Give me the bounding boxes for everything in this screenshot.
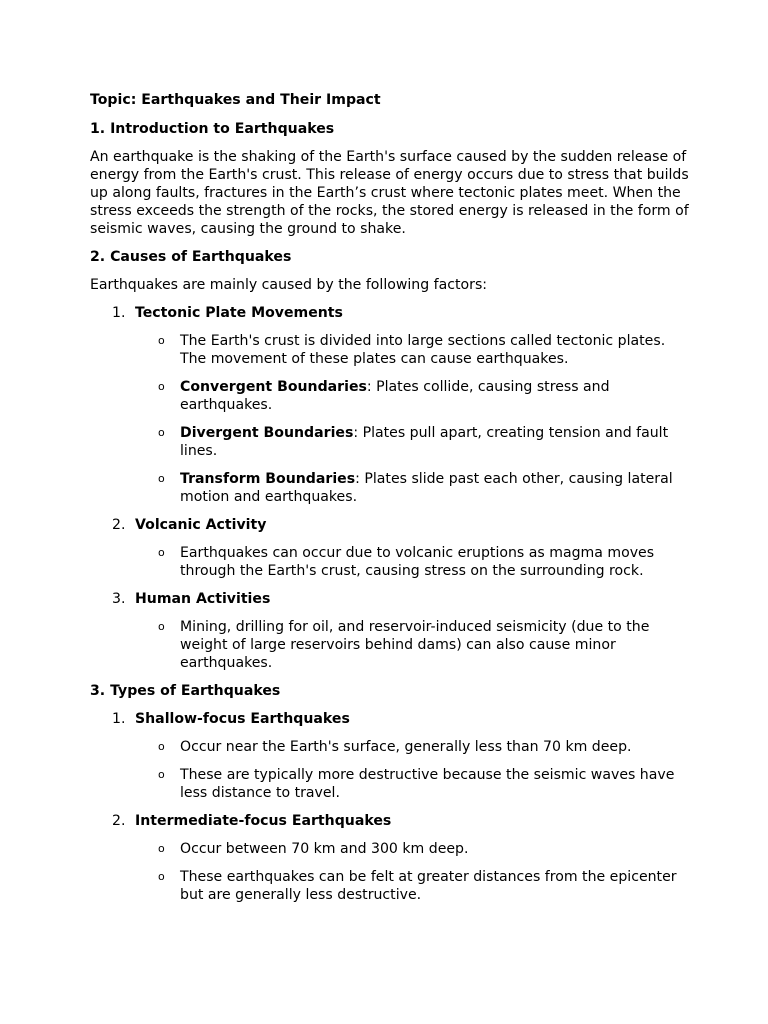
bullet-term: Transform Boundaries xyxy=(180,471,356,487)
list-item-title: Volcanic Activity xyxy=(135,517,267,533)
type-item-shallow xyxy=(90,710,690,728)
list-item-title: Shallow-focus Earthquakes xyxy=(135,711,350,727)
bullet-text: These are typically more destructive because the seismic waves have less distance to travel. xyxy=(180,767,675,801)
bullet-item xyxy=(90,470,690,506)
bullet-term: Convergent Boundaries xyxy=(180,379,367,395)
bullet-text: Earthquakes can occur due to volcanic eruptions as magma moves through the Earth's crust, causing stress on the surrounding rock. xyxy=(180,545,655,579)
causes-intro: Earthquakes are mainly caused by the following factors: xyxy=(90,277,488,293)
document-content xyxy=(90,91,690,914)
bullet-item xyxy=(90,766,690,802)
list-item-title: Intermediate-focus Earthquakes xyxy=(135,813,392,829)
list-number: 2. xyxy=(112,517,126,533)
list-number: 3. xyxy=(112,591,126,607)
bullet-text: Occur between 70 km and 300 km deep. xyxy=(180,841,469,857)
bullet-item xyxy=(90,738,690,756)
bullet-marker: o xyxy=(158,768,165,781)
bullet-text: : Plates slide past each other, causing lateral motion and earthquakes. xyxy=(180,471,673,505)
bullet-item xyxy=(90,544,690,580)
document-title: Topic: Earthquakes and Their Impact xyxy=(90,92,381,108)
list-item-title: Tectonic Plate Movements xyxy=(135,305,343,321)
bullet-item xyxy=(90,840,690,858)
bullet-term: Divergent Boundaries xyxy=(180,425,354,441)
bullet-text: The Earth's crust is divided into large sections called tectonic plates. The movement of these plates can cause earthquakes. xyxy=(180,333,666,367)
cause-item-human xyxy=(90,590,690,608)
cause-item-tectonic xyxy=(90,304,690,322)
bullet-marker: o xyxy=(158,842,165,855)
type-item-intermediate xyxy=(90,812,690,830)
bullet-marker: o xyxy=(158,740,165,753)
list-number: 1. xyxy=(112,711,126,727)
bullet-text: : Plates pull apart, creating tension and fault lines. xyxy=(180,425,669,459)
bullet-marker: o xyxy=(158,380,165,393)
bullet-item xyxy=(90,868,690,904)
list-number: 1. xyxy=(112,305,126,321)
cause-item-volcanic xyxy=(90,516,690,534)
introduction-paragraph: An earthquake is the shaking of the Earth's surface caused by the sudden release of energy from the Earth's crust. This release of energy occurs due to stress that builds up along faults, fractures in the Earth’s crust where tectonic plates meet. When the stress exceeds the strength of the rocks, the stored energy is released in the form of seismic waves, causing the ground to shake. xyxy=(90,149,689,237)
bullet-text: Occur near the Earth's surface, generally less than 70 km deep. xyxy=(180,739,632,755)
bullet-text: Mining, drilling for oil, and reservoir-induced seismicity (due to the weight of large reservoirs behind dams) can also cause minor earthquakes. xyxy=(180,619,650,671)
bullet-item xyxy=(90,618,690,672)
bullet-text: These earthquakes can be felt at greater distances from the epicenter but are generally less destructive. xyxy=(180,869,677,903)
list-item-title: Human Activities xyxy=(135,591,271,607)
section-heading-introduction: 1. Introduction to Earthquakes xyxy=(90,121,335,137)
bullet-text: : Plates collide, causing stress and earthquakes. xyxy=(180,379,610,413)
bullet-marker: o xyxy=(158,870,165,883)
section-heading-types: 3. Types of Earthquakes xyxy=(90,683,281,699)
bullet-marker: o xyxy=(158,472,165,485)
bullet-item xyxy=(90,332,690,368)
bullet-marker: o xyxy=(158,546,165,559)
bullet-marker: o xyxy=(158,426,165,439)
list-number: 2. xyxy=(112,813,126,829)
bullet-marker: o xyxy=(158,334,165,347)
bullet-item xyxy=(90,424,690,460)
bullet-marker: o xyxy=(158,620,165,633)
bullet-item xyxy=(90,378,690,414)
section-heading-causes: 2. Causes of Earthquakes xyxy=(90,249,292,265)
